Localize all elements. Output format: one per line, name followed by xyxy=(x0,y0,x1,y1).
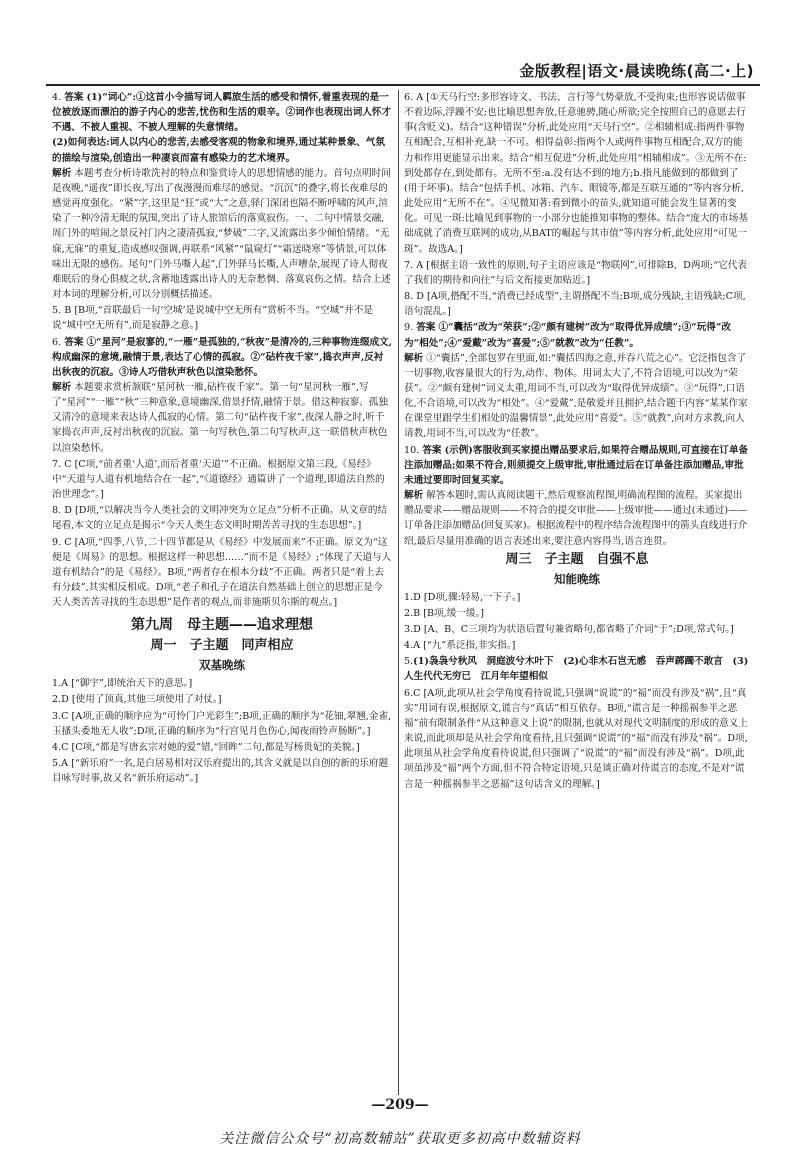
list-item xyxy=(404,606,750,621)
analysis-text: 本题考查分析诗歌洗衬的特点和鉴赏诗人的思想情感的能力。首句点明时间是夜晚,“遥夜”即长夜,写出了夜漫漫而难尽的感觉。“沉沉”的叠字,将长夜难尽的感觉再度强化。“紧”字,这里是“狂”或“大”之意,驿门深闭也隔不断呼啸的风声,渲染了一种冷清无眠的氛围,突出了诗人旅馆后的落寞寂伤。一、二句中情景交融,周门外的喧闹之景反衬门内之凄清孤寂,“梦破”二字,又流露出多少倾怕情绪。“无寐,无寐”的重复,造成感叹强调,再联系“风紧”“鼠窥灯”“霜送晓寒”等情景,可以体味出无限的感伤。尾句“门外马嘶人起”,门外驿马长嘶,人声嘈杂,展现了诗人彻夜难眠后的身心俱疲之状,含蓄地透露出诗人的无奈愁惆、落寞哀伤之情。结合上述对本词的理解分析,可以分别概括描述。 xyxy=(52,167,391,301)
item-text: D [D项,骤:轻易,一下子。] xyxy=(413,591,521,603)
item-number: 9. xyxy=(52,536,62,548)
item-text: D [A、B、C三项均为状语后置句兼省略句,都省略了介词“于”;D项,常式句。] xyxy=(413,624,734,635)
analysis-block xyxy=(52,380,392,456)
list-item xyxy=(404,622,750,637)
column-divider xyxy=(398,90,399,1095)
item-text: C [A项,此项从社会学角度看待说谎,只强调“说谎”的“福”而没有涉及“祸”,且“真实”用词有误,根据原文,谎言与“真话”相互依存。B项,“谎言是一种摇祸参半之恶福”前有限制条件“从这种意义上说”的限制,也就从对现代文明制度的形成的意义上来说,而此项却是从社会学角度看待,且只强调“说谎”的“福”而没有涉及“祸”。D项,此项虽从社会学角度看待说谎,但只强调了“说谎”的“福”而没有涉及“祸”。D项,此项虽涉及“福”两个方面,但不符合特定语境,只是谈正确对待谎言的态度,不是对“谎言是一种摇祸参半之恶福”这句话含义的理解。] xyxy=(404,687,748,790)
item-text: A [“新乐府”一名,是白居易相对汉乐府提出的,其含义就是以自创的新的乐府题目咏写时事,故又名“新乐府运动”。] xyxy=(52,758,389,785)
item-number: 5. xyxy=(52,758,62,770)
item-text: B [B项,缓一缓。] xyxy=(413,607,485,619)
right-column xyxy=(404,90,750,1070)
section-title: 第九周 母主题——追求理想 xyxy=(131,617,313,634)
answer-item xyxy=(52,535,392,611)
item-number: 1. xyxy=(404,591,414,603)
item-number: 6. xyxy=(404,687,414,699)
subsection-title: 周一 子主题 同声相应 xyxy=(150,638,294,654)
item-number: 10. xyxy=(404,444,420,456)
list-item xyxy=(52,676,392,691)
analysis-label: 解析 xyxy=(52,381,72,393)
header-rule xyxy=(46,84,760,86)
answer-text: (2)如何表达:词人以内心的悲苦,去感受客观的物象和境界,通过某种景象、气氛的描绘与渲染,创造出一种凄哀而富有感染力的艺术境界。 xyxy=(52,137,385,164)
list-item xyxy=(52,756,392,786)
analysis-label: 解析 xyxy=(404,352,424,364)
item-text: D [D项,“以解决当今人类社会的文明冲突为立足点”分析不正确。从文章的结尾看,本文的立足点是揭示“今天人类生态文明时期苦苦寻找的生态思想”。] xyxy=(52,505,388,532)
item-number: 4. xyxy=(52,92,62,103)
item-number: 2. xyxy=(404,607,414,619)
item-text: A [根据主语一致性的原则,句子主语应该是“物联网”,可排除B、D两项;“它代表了我们的期待和向往”与后文衔接更加贴近。] xyxy=(404,259,747,286)
item-number: 5. xyxy=(404,656,414,668)
analysis-label: 解析 xyxy=(404,490,424,502)
item-text: (1)袅袅兮秋风 洞庭波兮木叶下 (2)心非木石岂无感 吞声踯躅不敢言 (3)人生代代无穷已 江月年年望相似 xyxy=(404,656,749,683)
item-number: 8. xyxy=(404,291,414,303)
analysis-text: 本题要求赏析颔联“星河秋一雁,砧杵夜千家”。第一句“星河秋一雁”,写了“星河”“一雁”“秋”三种意象,意境幽深,借景抒情,融情于景。借这种寂寥、孤独又清冷的意境来表达诗人孤寂的心情。第二句“砧杵夜千家”,夜深人静之时,听千家捣衣声声,反衬出秋夜的沉寂。第一句写秋色,第二句写秋声,这一联借秋声秋色以渲染愁怀。 xyxy=(52,381,388,454)
analysis-block xyxy=(404,488,750,549)
item-text: A [①天马行空:多形容诗文、书法、言行等气势豪放,不受拘束;也形容说话做事不着边际,浮躁不安;也比喻思想奔放,任意驰骋,随心所欲;完全按照自己的意愿去行事(含贬义)。结合“这种错误”分析,此处应用“天马行空”。②相辅相成:指两件事物互相配合,互相补充,缺一不可。相得益彰:指两个人或两件事物互相配合,双方的能力和作用更能显示出来。结合“相互促进”分析,此处应用“相辅相成”。③无所不在:到处都存在,到处都有。无所不至:a.没有达不到的地方;b.指凡能做到的都做到了(用于坏事)。结合“包括手机、冰箱、汽车、眼镜等,都是互联互通的”等内容分析,此处应用“无所不在”。④见微知著:看到微小的苗头,就知道可能会发生显著的变化。可见一斑:比喻见到事物的一小部分也能推知事物的整体。结合“庞大的市场基础成就了消费互联网的成功,从BAT的崛起与其市值”等内容分析,此处应用“可见一斑”。故选A。] xyxy=(404,92,748,255)
item-number: 2. xyxy=(52,694,62,706)
footer-note: 关注微信公众号“初高数辅站”获取更多初高中数辅资料 xyxy=(219,1131,581,1147)
answer-label: 答案 xyxy=(64,336,84,348)
item-number: 4. xyxy=(404,640,414,652)
answer-text: ①“星河”是寂寥的,“一雁”是孤独的,“秋夜”是清冷的,三种事物连缀成文,构成幽深的意境,融情于景,表达了心情的孤寂。②“砧杵夜千家”,捣衣声声,反衬出秋夜的沉寂。③诗人巧借秋声秋色以渲染愁怀。 xyxy=(52,336,392,378)
item-number: 1. xyxy=(52,678,62,690)
item-number: 7. xyxy=(404,259,414,271)
item-text: D [使用了顶真,其他三项使用了对仗。] xyxy=(61,694,222,706)
list-item xyxy=(404,686,750,792)
answer-item xyxy=(52,90,392,302)
list-item xyxy=(404,638,750,653)
answer-item xyxy=(404,289,750,319)
analysis-text: 解答本题时,需认真阅读题干,然后观察流程图,明确流程图的流程。买家提出赠品要求——赠品规则——不符合的提交审批——上级审批——通过(未通过)——订单备注添加赠品(回复买家)。根据流程中的程序结合流程图中的箭头直线进行介绍,最后尽量用准确的语言表述出来,要注意内容得当,语言连贯。 xyxy=(404,490,748,547)
analysis-block xyxy=(404,351,750,442)
item-number: 6. xyxy=(52,336,62,348)
answer-label: 答案 xyxy=(64,92,84,103)
answer-item xyxy=(404,90,750,257)
answer-item xyxy=(404,443,750,549)
item-number: 4. xyxy=(52,741,62,753)
exercise-title: 知能晚练 xyxy=(554,571,600,586)
analysis-block xyxy=(52,166,392,302)
answer-item xyxy=(404,258,750,288)
answer-item xyxy=(52,457,392,502)
answer-label: 答案 xyxy=(416,322,436,334)
item-number: 7. xyxy=(52,458,62,470)
item-number: 6. xyxy=(404,92,414,103)
answer-item xyxy=(52,335,392,456)
item-text: A [“御宇”,即统治天下的意思。] xyxy=(61,678,193,690)
item-text: C [C项,“前者重‘人道’,而后者重‘天道’”不正确。根据原文第三段,《易经》中“天道与人道有机地结合在一起”,“《道德经》通篇讲了一个道理,即道法自然的治世理念”。] xyxy=(52,458,385,501)
item-text: C [A项,正确的顺序应为“可怜门户光彩生”;B项,正确的顺序为“花钿,翠翘,金雀,玉搔头委地无人收”;D项,正确的顺序为“行宫见月色伤心,闻夜雨铃声肠断”。] xyxy=(52,710,392,737)
page-number: —209— xyxy=(371,1097,429,1113)
answer-text: (示例)客服收到买家提出赠品要求后,如果符合赠品规则,可直接在订单备注添加赠品;如果不符合,则须提交上级审批,审批通过后在订单备注添加赠品,审批未通过要即时回复买家。 xyxy=(404,444,749,486)
list-item xyxy=(52,740,392,755)
list-item xyxy=(52,709,392,739)
list-item xyxy=(52,692,392,707)
item-text: A [“九”系泛指,非实指。] xyxy=(413,640,516,652)
item-number: 5. xyxy=(52,305,62,317)
answer-text: (1)“词心”:①这首小令描写词人羁旅生活的感受和情怀,着重表现的是一位被放逐而漂泊的游子内心的悲苦,忧伤和生活的艰辛。②词作也表现出词人怀才不遇、不被人重视、不被人理解的失意情绪。 xyxy=(52,92,392,134)
item-number: 8. xyxy=(52,505,62,517)
analysis-label: 解析 xyxy=(52,167,72,179)
answer-item xyxy=(52,303,392,333)
item-number: 3. xyxy=(404,624,414,635)
answer-text: ①“囊括”改为“荣获”;②“颇有建树”改为“取得优异成绩”;③“玩得”改为“相处”;④“爱戴”改为“喜爱”;⑤“就教”改为“任教”。 xyxy=(404,322,731,349)
item-text: B [B项,“首联最后一句‘空城’是说城中空无所有”赏析不当。“空城”并不是说“城中空无所有”,而是寂静之意。] xyxy=(52,305,373,332)
page-header: 金版教程|语文·晨读晚练(高二·上) xyxy=(519,62,754,80)
subsection-title: 周三 子主题 自强不息 xyxy=(505,551,649,567)
left-column xyxy=(52,90,392,1070)
item-number: 3. xyxy=(52,710,62,722)
answer-item xyxy=(404,320,750,441)
item-text: C [A项,“四季,八节,二十四节都是从《易经》中发展而来”不正确。原文为“这便是《周易》的思想。根据这样一种思想……”而不是《易经》;“体现了天道与人道有机结合”的是《易经》。B项,“两者存在根本分歧”不正确。两者只是“着上去有分歧”,其实相反相成。D项,“老子和孔子在道法自然基础上创立的思想正是今天人类苦苦寻找的生态思想”是作者的观点,而非施斯贝尔斯的观点。] xyxy=(52,536,392,609)
answer-item xyxy=(52,503,392,533)
list-item xyxy=(404,590,750,605)
analysis-text: ①“囊括”,全部包罗在里面,如:“囊括四海之意,并吞八荒之心”。它泛指包含了一切事物,收容量很大的行为,动作、物体。用词太大了,不符合语境,可以改为“荣获”。②“颇有建树”词义太重,用词不当,可以改为“取得优异成绩”。③“玩得”,口语化,不合语境,可以改为“相处”。④“爱戴”,是敬爱并且拥护,结合题干内容“某某作家在课堂里跟学生们相处的温馨情景”,此处应用“喜爱”。⑤“就教”,向对方求教,向人请教,用词不当,可以改为“任教”。 xyxy=(404,352,748,440)
exercise-title: 双基晚练 xyxy=(199,658,245,673)
item-number: 9. xyxy=(404,322,414,334)
item-text: D [A项,搭配不当,“消费已经成型”,主谓搭配不当;B项,成分残缺,主语残缺;C项,语句混乱。] xyxy=(404,291,746,318)
item-text: C [C项,“都是写唐玄宗对她的爱”错,“回眸”二句,都是写杨贵妃的美貌。] xyxy=(61,741,360,753)
answer-label: 答案 xyxy=(422,444,442,456)
list-item xyxy=(404,654,750,684)
